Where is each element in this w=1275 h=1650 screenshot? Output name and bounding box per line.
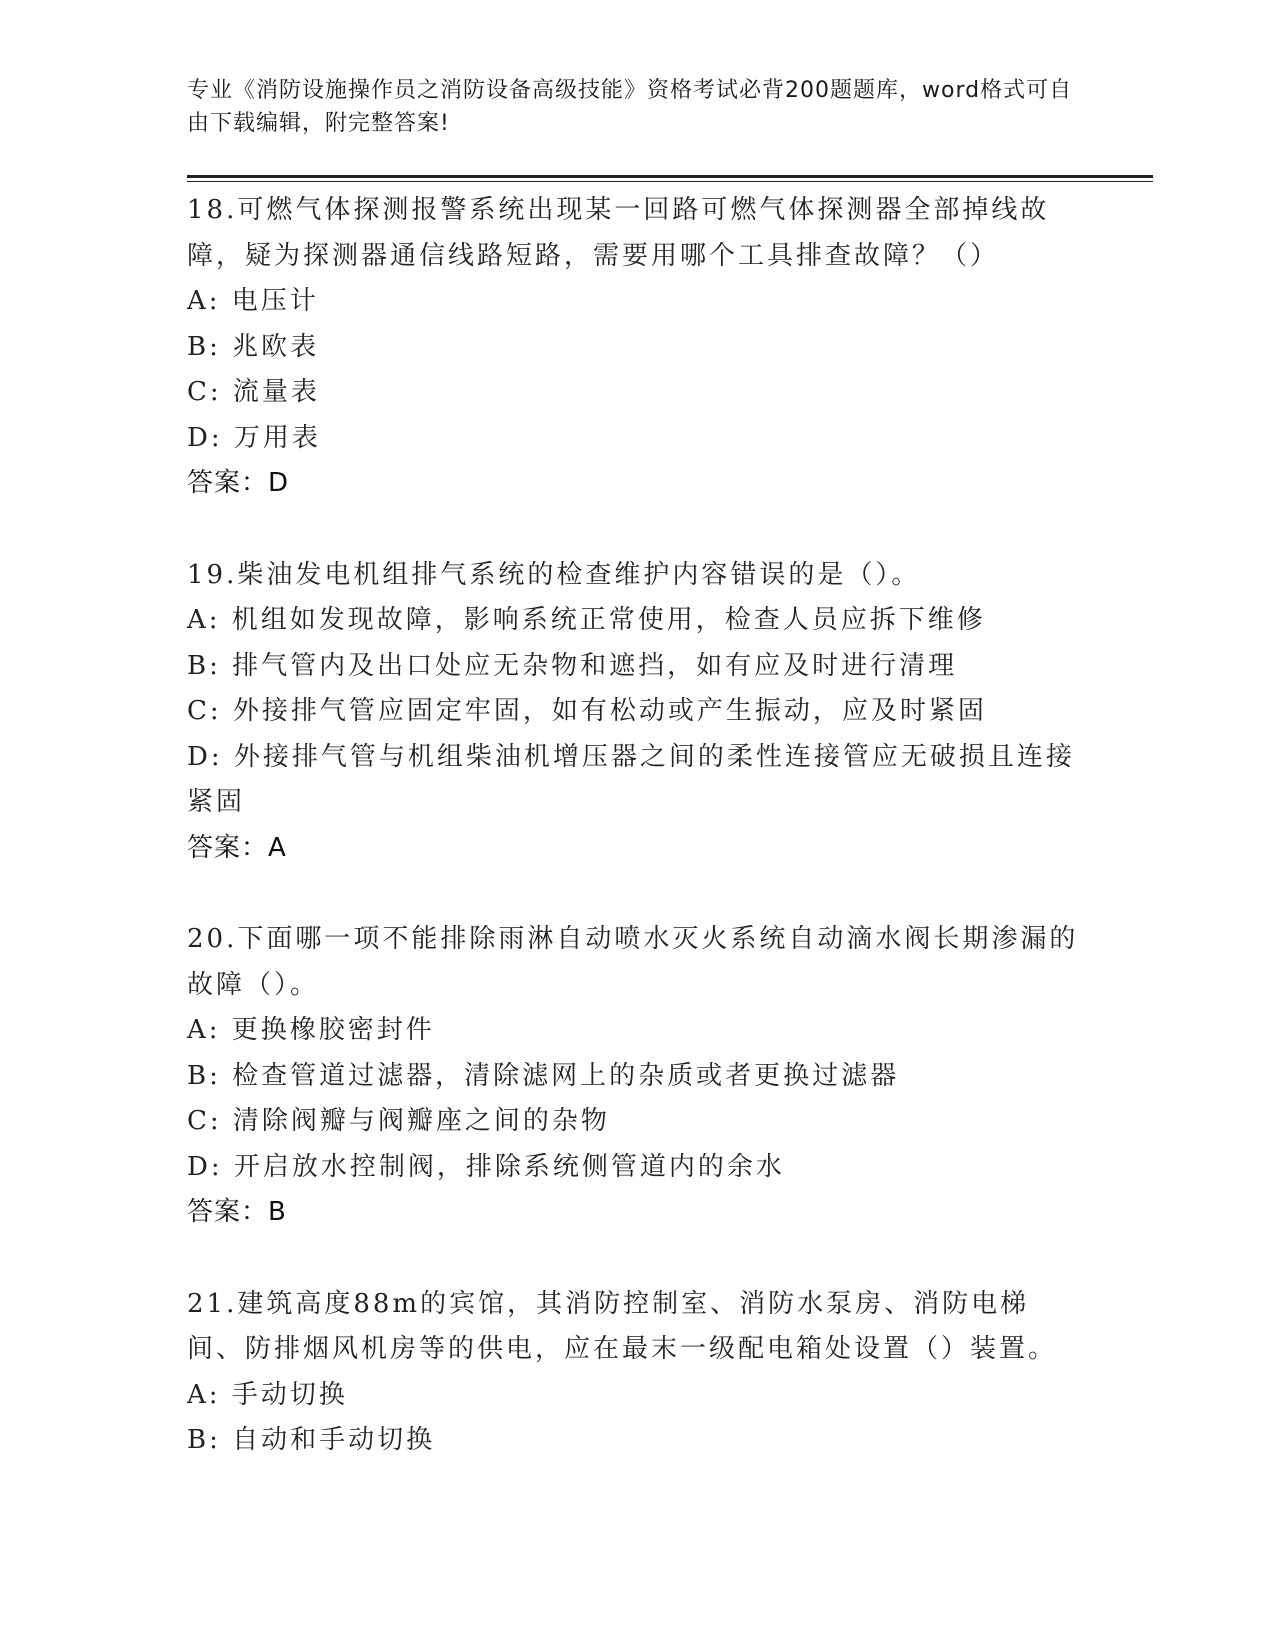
question-list bbox=[187, 188, 1087, 1510]
header-rule-thick bbox=[187, 175, 1153, 178]
question-18 bbox=[187, 188, 1087, 507]
question-stem: 19.柴油发电机组排气系统的检查维护内容错误的是（）。 bbox=[187, 559, 921, 590]
header-rule-thin bbox=[187, 181, 1153, 182]
option-c: C: 外接排气管应固定牢固，如有松动或产生振动，应及时紧固 bbox=[187, 696, 987, 726]
option-c: C: 清除阀瓣与阀瓣座之间的杂物 bbox=[187, 1106, 610, 1136]
option-b: B: 兆欧表 bbox=[187, 331, 320, 362]
option-a: A: 电压计 bbox=[187, 286, 319, 316]
option-d: D: 万用表 bbox=[187, 422, 321, 453]
question-19 bbox=[187, 553, 1087, 872]
option-a: A: 手动切换 bbox=[187, 1379, 348, 1410]
option-b: B: 检查管道过滤器，清除滤网上的杂质或者更换过滤器 bbox=[187, 1060, 900, 1091]
question-stem: 18.可燃气体探测报警系统出现某一回路可燃气体探测器全部掉线故障，疑为探测器通信线路短路，需要用哪个工具排查故障？（） bbox=[187, 195, 1050, 271]
option-a: A: 机组如发现故障，影响系统正常使用，检查人员应拆下维修 bbox=[187, 605, 986, 635]
answer-text: 答案：D bbox=[187, 468, 290, 498]
question-20 bbox=[187, 917, 1087, 1236]
option-a: A: 更换橡胶密封件 bbox=[187, 1015, 435, 1045]
option-d: D: 开启放水控制阀，排除系统侧管道内的余水 bbox=[187, 1151, 785, 1182]
question-stem: 21.建筑高度88m的宾馆，其消防控制室、消防水泵房、消防电梯间、防排烟风机房等的供电，应在最末一级配电箱处设置（）装置。 bbox=[187, 1288, 1058, 1364]
option-d: D: 外接排气管与机组柴油机增压器之间的柔性连接管应无破损且连接紧固 bbox=[187, 741, 1075, 817]
option-c: C: 流量表 bbox=[187, 377, 320, 407]
answer-text: 答案：B bbox=[187, 1197, 287, 1227]
question-stem: 20.下面哪一项不能排除雨淋自动喷水灭火系统自动滴水阀长期渗漏的故障（）。 bbox=[187, 924, 1079, 1000]
answer-text: 答案：A bbox=[187, 832, 287, 863]
question-21 bbox=[187, 1282, 1087, 1464]
document-intro: 专业《消防设施操作员之消防设备高级技能》资格考试必背200题题库，word格式可自由下载编辑，附完整答案! bbox=[187, 78, 1073, 136]
option-b: B: 排气管内及出口处应无杂物和遮挡，如有应及时进行清理 bbox=[187, 650, 958, 681]
option-b: B: 自动和手动切换 bbox=[187, 1425, 436, 1455]
